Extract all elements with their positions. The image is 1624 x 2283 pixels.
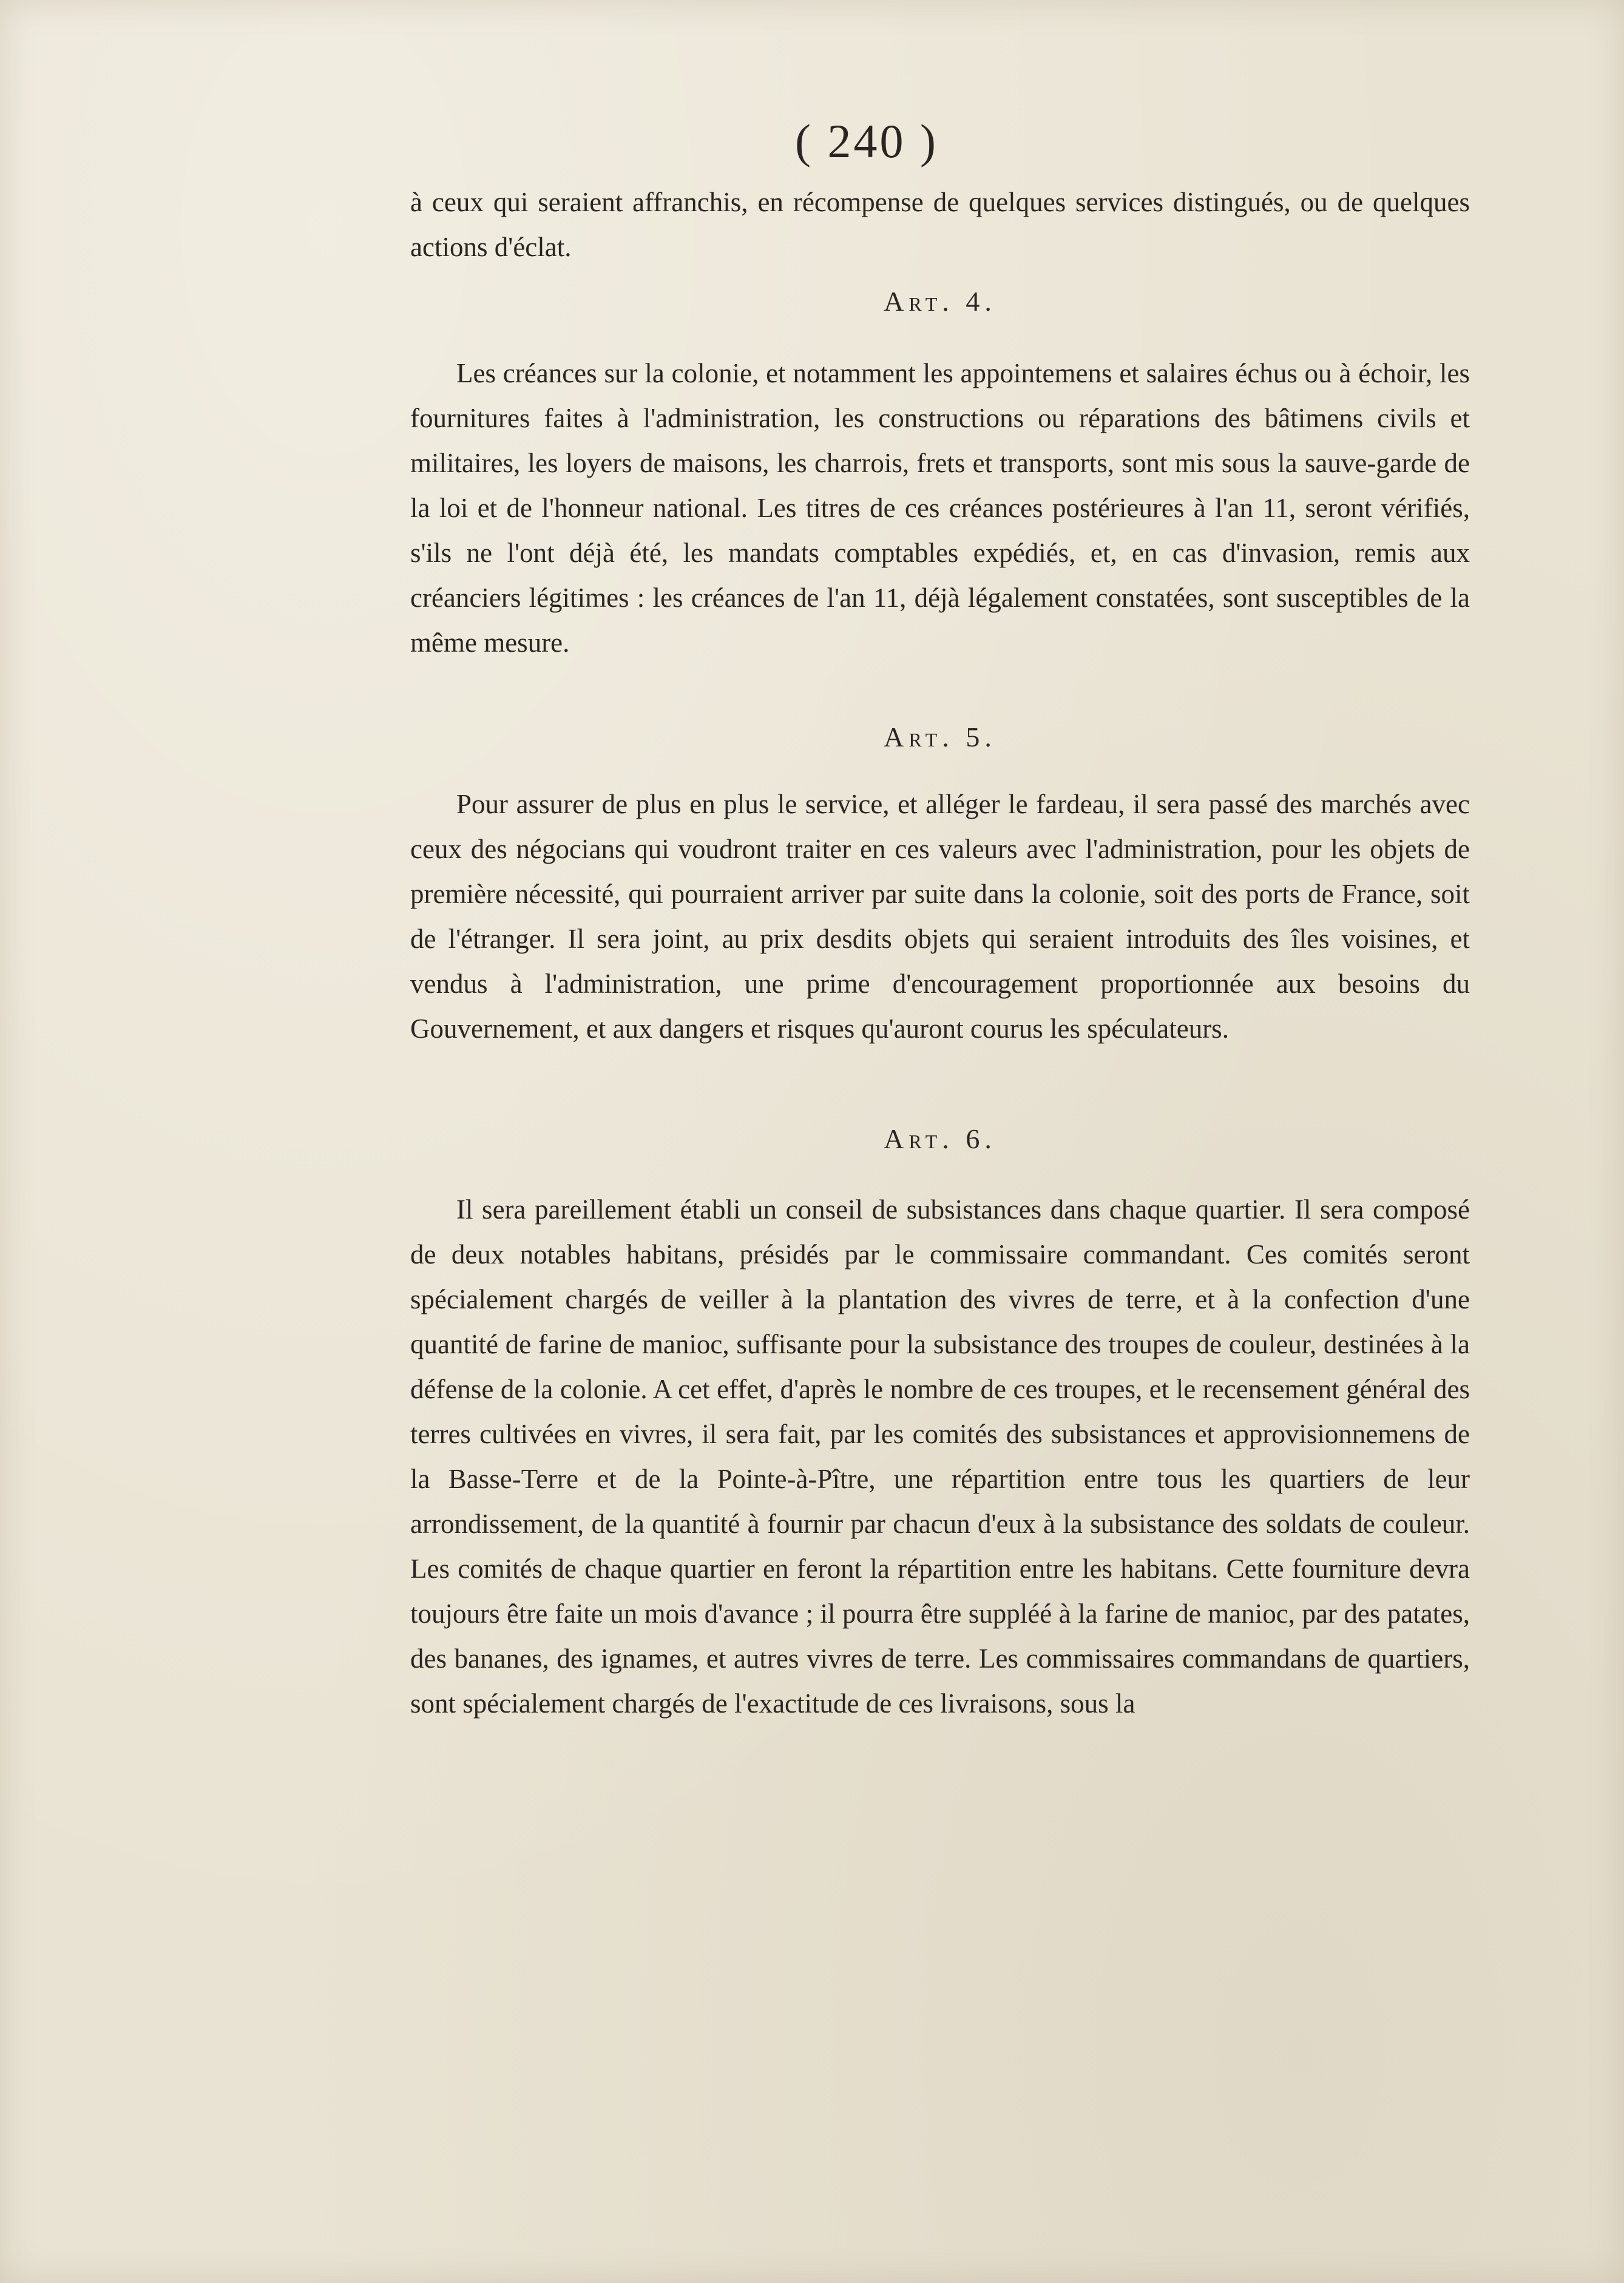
article-5-paragraph bbox=[410, 782, 1470, 1051]
continuation-paragraph bbox=[410, 180, 1470, 269]
article-heading-6: Art. 6. bbox=[884, 1123, 996, 1154]
paragraph-text: Les créances sur la colonie, et notamment les appointemens et salaires échus ou à échoir, les fournitures faites à l'administration, les constructions ou réparations des bâtimens civils et militaires, les loyers de maisons, les charrois, frets et transports, sont mis sous la sauve-garde de la loi et de l'honneur national. Les titres de ces créances postérieures à l'an 11, seront vérifiés, s'ils ne l'ont déjà été, les mandats comptables expédiés, et, en cas d'invasion, remis aux créanciers légitimes : les créances de l'an 11, déjà légalement constatées, sont susceptibles de la même mesure. bbox=[410, 358, 1470, 658]
paragraph-text: Il sera pareillement établi un conseil de subsistances dans chaque quartier. Il sera composé de deux notables habitans, présidés par le commissaire commandant. Ces comités seront spécialement chargés de veiller à la plantation des vivres de terre, et à la confection d'une quantité de farine de manioc, suffisante pour la subsistance des troupes de couleur, destinées à la défense de la colonie. A cet effet, d'après le nombre de ces troupes, et le recensement général des terres cultivées en vivres, il sera fait, par les comités des subsistances et approvisionnemens de la Basse-Terre et de la Pointe-à-Pître, une répartition entre tous les quartiers de leur arrondissement, de la quantité à fournir par chacun d'eux à la subsistance des soldats de couleur. Les comités de chaque quartier en feront la répartition entre les habitans. Cette fourniture devra toujours être faite un mois d'avance ; il pourra être suppléé à la farine de manioc, par des patates, des bananes, des ignames, et autres vivres de terre. Les commissaires commandans de quartiers, sont spécialement chargés de l'exactitude de ces livraisons, sous la bbox=[410, 1194, 1470, 1719]
article-heading-5: Art. 5. bbox=[884, 722, 996, 753]
paragraph-text: Pour assurer de plus en plus le service, et alléger le fardeau, il sera passé des marchés avec ceux des négocians qui voudront traiter en ces valeurs avec l'administration, pour les objets de première nécessité, qui pourraient arriver par suite dans la colonie, soit des ports de France, soit de l'étranger. Il sera joint, au prix desdits objets qui seraient introduits des îles voisines, et vendus à l'administration, une prime d'encouragement proportionnée aux besoins du Gouvernement, et aux dangers et risques qu'auront courus les spéculateurs. bbox=[410, 789, 1470, 1044]
page-number: ( 240 ) bbox=[795, 115, 938, 167]
paragraph-text: à ceux qui seraient affranchis, en récompense de quelques services distingués, ou de quelques actions d'éclat. bbox=[410, 187, 1470, 262]
article-heading-4: Art. 4. bbox=[884, 286, 996, 317]
article-6-paragraph bbox=[410, 1187, 1470, 1726]
article-4-paragraph bbox=[410, 351, 1470, 665]
